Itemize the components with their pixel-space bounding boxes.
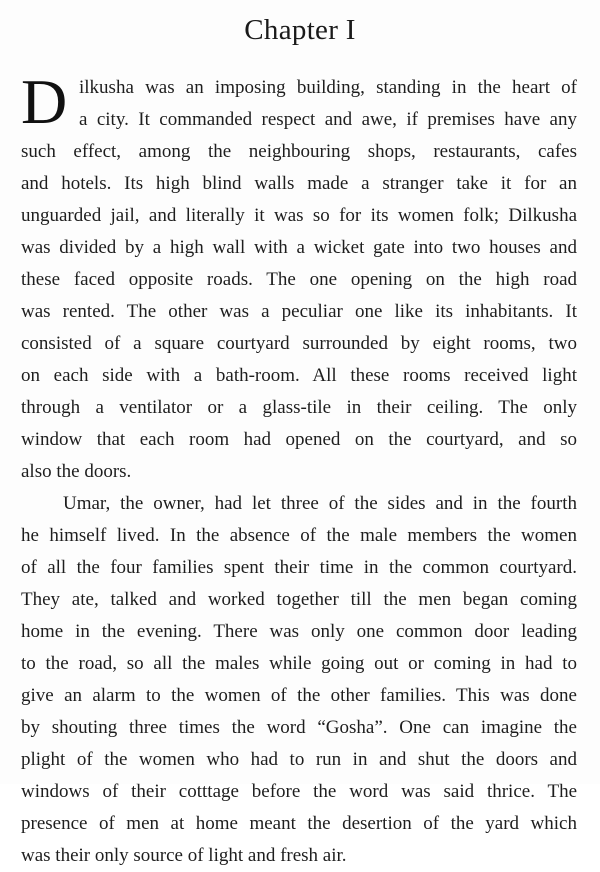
paragraph-line: these faced opposite roads. The one opening on the high road [21,269,577,290]
paragraph-line: window that each room had opened on the courtyard, and so [21,429,577,450]
paragraph-line: to the road, so all the males while going out or coming in had to [21,653,577,674]
paragraph-line: was rented. The other was a peculiar one like its inhabitants. It [21,301,577,322]
paragraph-line: Umar, the owner, had let three of the sides and in the fourth [63,493,577,514]
chapter-body [21,66,577,872]
paragraph-line: he himself lived. In the absence of the male members the women [21,525,577,546]
paragraph-line: home in the evening. There was only one common door leading [21,621,577,642]
paragraph-line: plight of the women who had to run in and shut the doors and [21,749,577,770]
paragraph-line: was their only source of light and fresh air. [21,845,347,866]
paragraph-line: They ate, talked and worked together till the men began coming [21,589,577,610]
paragraph-line: of all the four families spent their time in the common courtyard. [21,557,577,578]
paragraph-line: presence of men at home meant the desertion of the yard which [21,813,577,834]
paragraph-line: give an alarm to the women of the other families. This was done [21,685,577,706]
paragraph-line: through a ventilator or a glass-tile in their ceiling. The only [21,397,577,418]
chapter-title: Chapter I [244,14,356,46]
paragraph-line: also the doors. [21,461,132,482]
line-text: ilkusha was an imposing building, standing in the heart of [79,77,577,98]
paragraph-line: a city. It commanded respect and awe, if premises have any [79,109,577,130]
paragraph-line: by shouting three times the word “Gosha”. One can imagine the [21,717,577,738]
paragraph-line: on each side with a bath-room. All these rooms received light [21,365,577,386]
paragraph-line: and hotels. Its high blind walls made a stranger take it for an [21,173,577,194]
drop-cap: D [21,66,68,137]
paragraph-line: windows of their cotttage before the word was said thrice. The [21,781,577,802]
paragraph-1 [21,66,577,488]
paragraph-line: consisted of a square courtyard surrounded by eight rooms, two [21,333,577,354]
paragraph-line: unguarded jail, and literally it was so for its women folk; Dilkusha [21,205,577,226]
paragraph-line: such effect, among the neighbouring shops, restaurants, cafes [21,141,577,162]
paragraph-line: was divided by a high wall with a wicket gate into two houses and [21,237,577,258]
paragraph-2 [21,488,577,872]
